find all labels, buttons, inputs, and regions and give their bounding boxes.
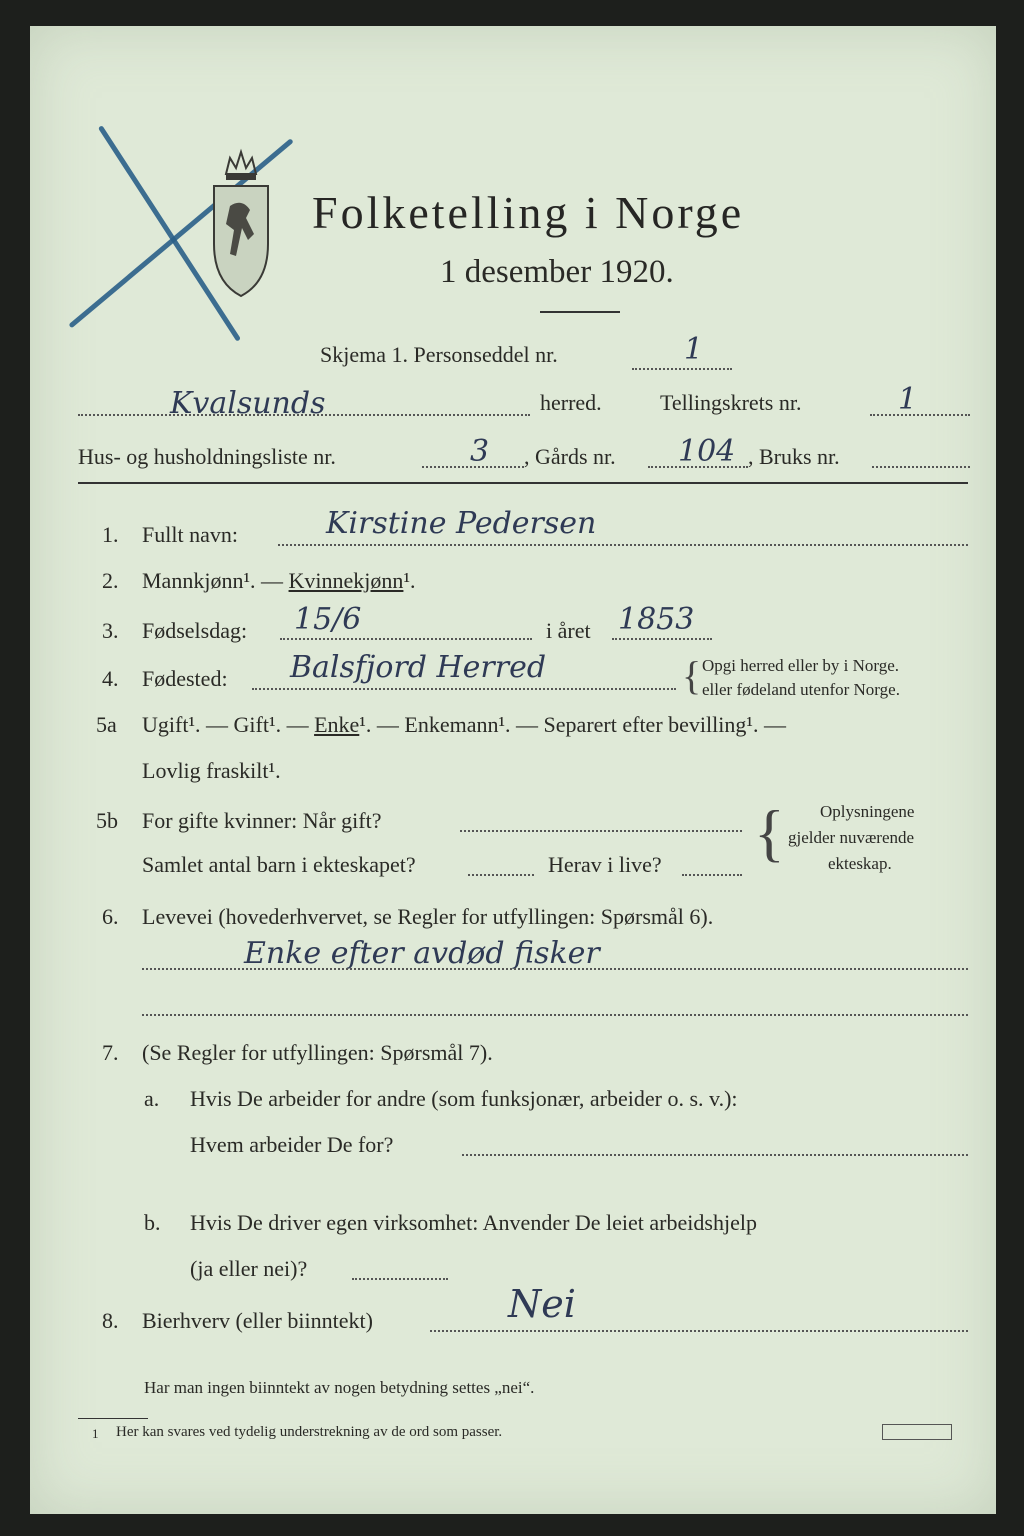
household-value: 3 <box>470 434 490 469</box>
q2-option-male: Mannkjønn¹. — <box>142 568 289 593</box>
q7a-text: Hvis De arbeider for andre (som funksjonær, arbeider o. s. v.): <box>190 1086 738 1111</box>
bruks-dots <box>872 466 970 468</box>
q5b-note-2: gjelder nuværende <box>788 828 915 847</box>
q6-dots-1 <box>142 968 968 970</box>
schema-dots <box>632 368 732 370</box>
q2-footnote-mark: ¹. <box>403 568 416 593</box>
q1-label: Fullt navn: <box>142 522 238 547</box>
q5b-label-3: Herav i live? <box>548 852 662 877</box>
q7-label: (Se Regler for utfyllingen: Spørsmål 7). <box>142 1040 493 1065</box>
q7b-letter: b. <box>144 1210 161 1235</box>
q7a-dots <box>462 1154 968 1156</box>
q4-dots <box>252 688 676 690</box>
herred-dots <box>78 414 530 416</box>
q7b-label: (ja eller nei)? <box>190 1256 308 1281</box>
tellingskrets-value: 1 <box>898 382 918 417</box>
q7-number: 7. <box>102 1040 119 1065</box>
q6-label: Levevei (hovederhvervet, se Regler for utfyllingen: Spørsmål 6). <box>142 904 714 929</box>
tellingskrets-dots <box>870 414 970 416</box>
q4-number: 4. <box>102 666 119 691</box>
tellingskrets-label: Tellingskrets nr. <box>660 390 802 415</box>
q5b-label-2: Samlet antal barn i ekteskapet? <box>142 852 416 877</box>
footnote-rule <box>78 1418 148 1419</box>
q5a-number: 5a <box>96 712 117 737</box>
q5a-option-enke: Enke <box>314 712 360 737</box>
q5b-dots-3 <box>682 874 742 876</box>
q8-value: Nei <box>508 1282 576 1326</box>
q3-year-label: i året <box>546 618 591 643</box>
q8-label: Bierhverv (eller biinntekt) <box>142 1308 373 1333</box>
q5b-note-1: Oplysningene <box>820 802 915 821</box>
q5a-options-c: ¹. — Enkemann¹. — Separert efter bevilling¹. — <box>359 712 786 737</box>
q1-full-name: Kirstine Pedersen <box>326 506 597 541</box>
q4-label: Fødested: <box>142 666 228 691</box>
q3-year-dots <box>612 638 712 640</box>
q7b-text: Hvis De driver egen virksomhet: Anvender De leiet arbeidshjelp <box>190 1210 757 1235</box>
herred-value: Kvalsunds <box>170 386 326 421</box>
footnote-text: Her kan svares ved tydelig understrekning av de ord som passer. <box>116 1424 503 1440</box>
q7a-letter: a. <box>144 1086 160 1111</box>
herred-label: herred. <box>540 390 602 415</box>
schema-value: 1 <box>684 332 704 367</box>
q5a-marital-status <box>142 712 786 738</box>
coat-of-arms-icon <box>208 144 274 304</box>
census-date: 1 desember 1920. <box>440 254 674 290</box>
q8-number: 8. <box>102 1308 119 1333</box>
q3-birthday: 15/6 <box>294 602 362 637</box>
q4-note-1: Opgi herred eller by i Norge. <box>702 656 900 675</box>
gards-value: 104 <box>678 434 736 469</box>
title-divider <box>540 311 620 313</box>
footnote-number: 1 <box>92 1426 99 1441</box>
schema-label: Skjema 1. Personseddel nr. <box>320 342 558 367</box>
q2-number: 2. <box>102 568 119 593</box>
gards-dots <box>648 466 748 468</box>
form-title: Folketelling i Norge <box>312 187 745 238</box>
q3-number: 3. <box>102 618 119 643</box>
q1-number: 1. <box>102 522 119 547</box>
q5b-dots-1 <box>460 830 742 832</box>
header-separator <box>78 482 968 484</box>
q3-birth-year: 1853 <box>618 602 695 637</box>
q6-dots-2 <box>142 1014 968 1016</box>
gards-label: , Gårds nr. <box>524 444 616 469</box>
q5b-brace: { <box>754 797 785 868</box>
q7a-label: Hvem arbeider De for? <box>190 1132 394 1157</box>
q1-dots <box>278 544 968 546</box>
q5b-note-3: ekteskap. <box>828 854 892 873</box>
q4-birthplace: Balsfjord Herred <box>290 650 547 685</box>
q6-occupation: Enke efter avdød fisker <box>244 936 600 971</box>
household-dots <box>422 466 524 468</box>
q5b-label-1: For gifte kvinner: Når gift? <box>142 808 382 833</box>
q8-dots <box>430 1330 968 1332</box>
q2-gender <box>142 568 416 594</box>
q5b-number: 5b <box>96 808 118 833</box>
q2-option-female: Kvinnekjønn <box>288 568 404 593</box>
census-form <box>30 26 996 1514</box>
q3-dots <box>280 638 532 640</box>
q5b-dots-2 <box>468 874 534 876</box>
q6-number: 6. <box>102 904 119 929</box>
q4-brace: { <box>682 653 702 698</box>
footer-note: Har man ingen biinntekt av nogen betydning settes „nei“. <box>144 1378 535 1397</box>
q3-label: Fødselsdag: <box>142 618 248 643</box>
q5a-line2: Lovlig fraskilt¹. <box>142 758 281 783</box>
printer-stamp <box>882 1424 952 1440</box>
household-label: Hus- og husholdningsliste nr. <box>78 444 336 469</box>
q7b-dots <box>352 1278 448 1280</box>
q4-note-2: eller fødeland utenfor Norge. <box>702 680 900 699</box>
bruks-label: , Bruks nr. <box>748 444 840 469</box>
q5a-options-a: Ugift¹. — Gift¹. — <box>142 712 315 737</box>
